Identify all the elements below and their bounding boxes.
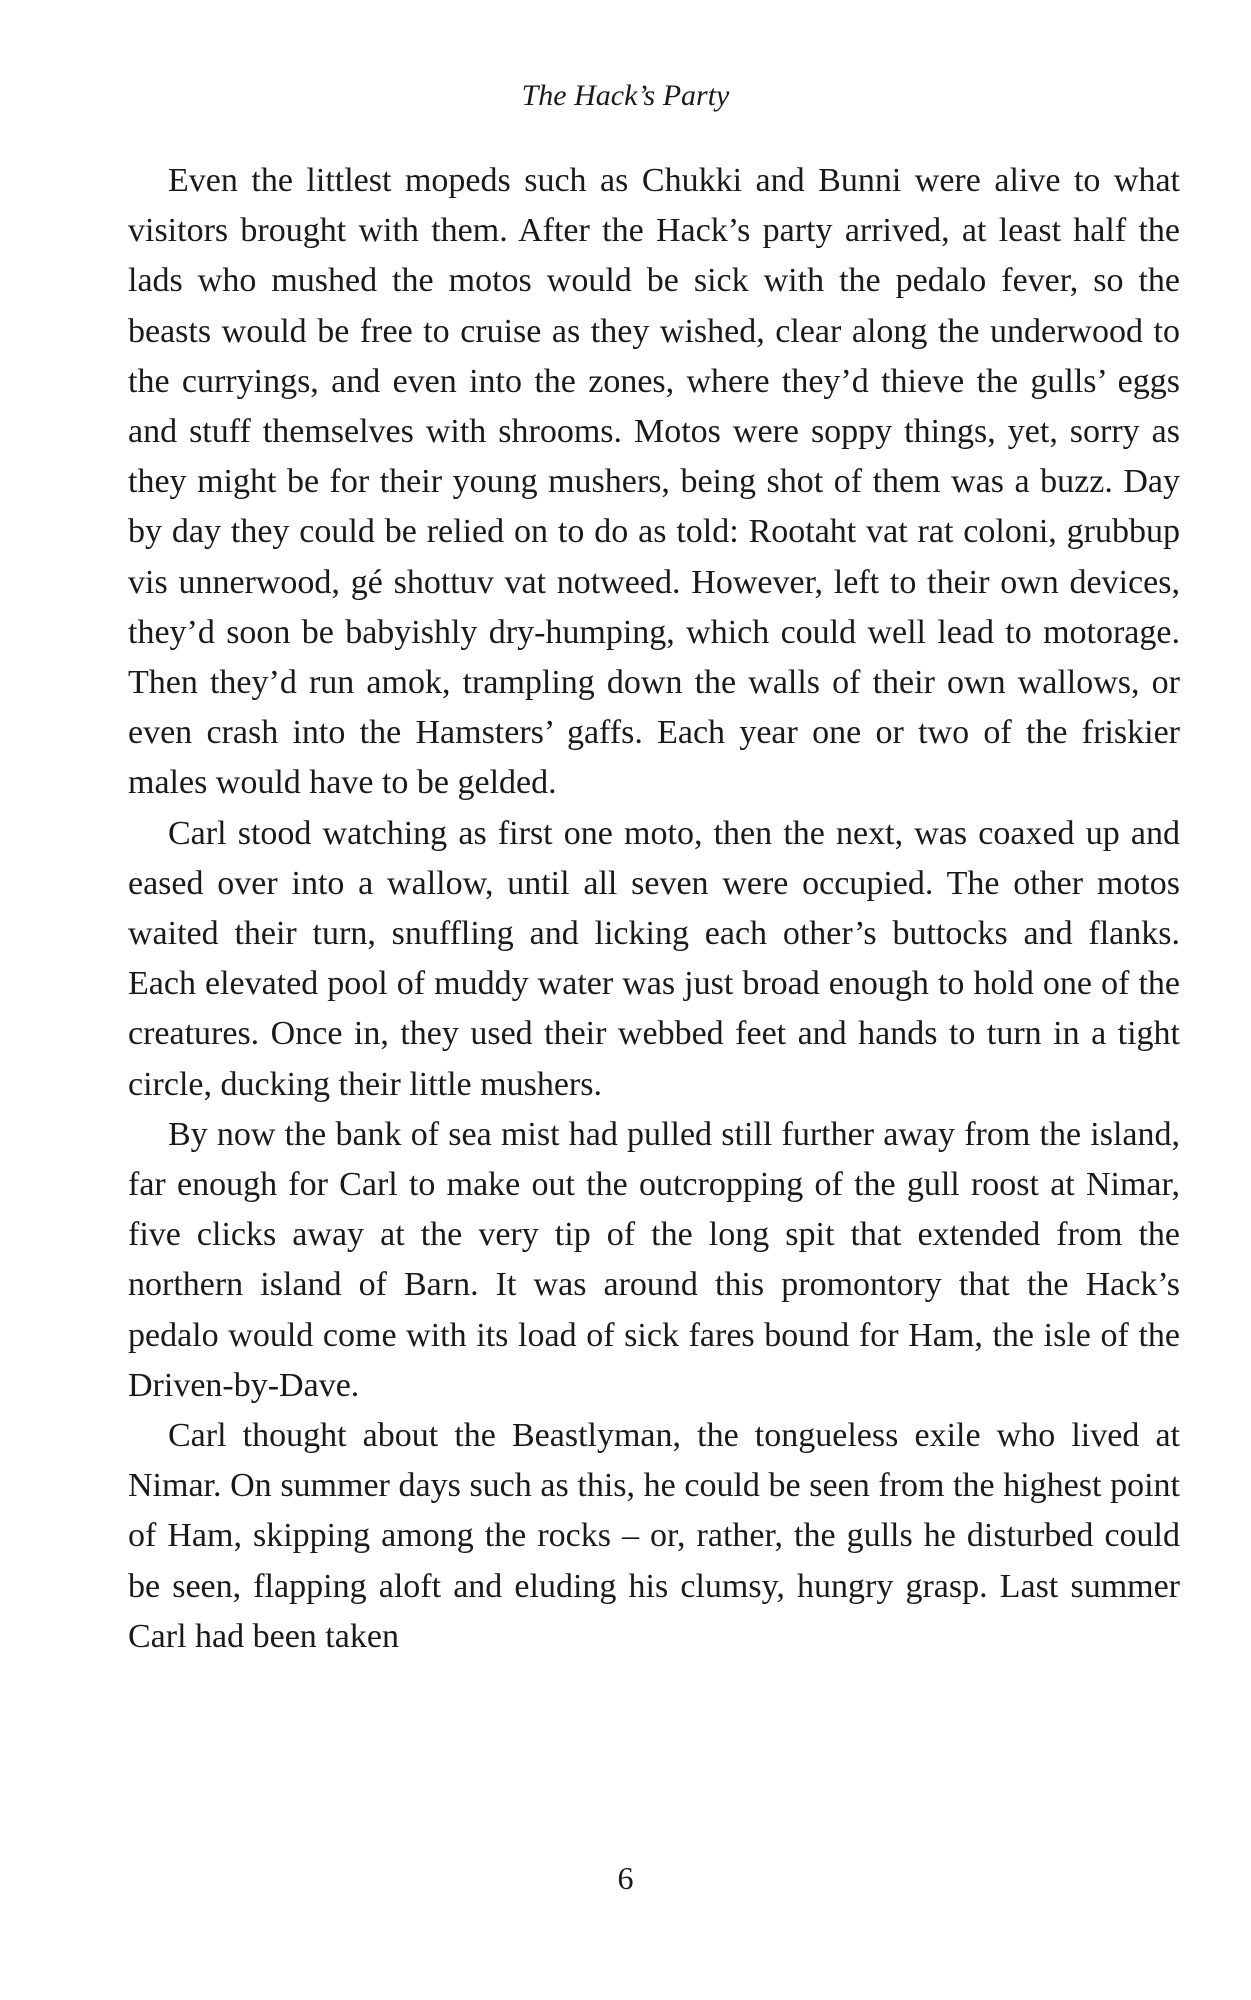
- running-title: The Hack’s Party: [521, 79, 730, 112]
- page-number: 6: [617, 1860, 634, 1896]
- paragraph: Carl thought about the Beastlyman, the tongueless exile who lived at Nimar. On summer days such as this, he could be seen from the highest point of Ham, skipping among the rocks – or, rather, the gulls he disturbed could be seen, flapping aloft and eluding his clumsy, hungry grasp. Last summer Carl had been taken: [128, 1417, 1180, 1655]
- body-text: [128, 156, 1180, 1662]
- paragraph: Carl stood watching as first one moto, then the next, was coaxed up and eased over into a wallow, until all seven were occupied. The other motos waited their turn, snuffling and licking each other’s buttocks and flanks. Each elevated pool of muddy water was just broad enough to hold one of the creatures. Once in, they used their webbed feet and hands to turn in a tight circle, ducking their little mushers.: [128, 814, 1180, 1103]
- paragraph: Even the littlest mopeds such as Chukki and Bunni were alive to what visitors brought with them. After the Hack’s party arrived, at least half the lads who mushed the motos would be sick with the pedalo fever, so the beasts would be free to cruise as they wished, clear along the underwood to the curryings, and even into the zones, where they’d thieve the gulls’ eggs and stuff themselves with shrooms. Motos were soppy things, yet, sorry as they might be for their young mushers, being shot of them was a buzz. Day by day they could be relied on to do as told: Rootaht vat rat coloni, grubbup vis unnerwood, gé shottuv vat notweed. However, left to their own devices, they’d soon be babyishly dry-humping, which could well lead to motorage. Then they’d run amok, trampling down the walls of their own wallows, or even crash into the Hamsters’ gaffs. Each year one or two of the friskier males would have to be gelded.: [128, 162, 1180, 802]
- paragraph: By now the bank of sea mist had pulled still further away from the island, far enough for Carl to make out the outcropping of the gull roost at Nimar, five clicks away at the very tip of the long spit that extended from the northern island of Barn. It was around this promontory that the Hack’s pedalo would come with its load of sick fares bound for Ham, the isle of the Driven-by-Dave.: [128, 1115, 1180, 1404]
